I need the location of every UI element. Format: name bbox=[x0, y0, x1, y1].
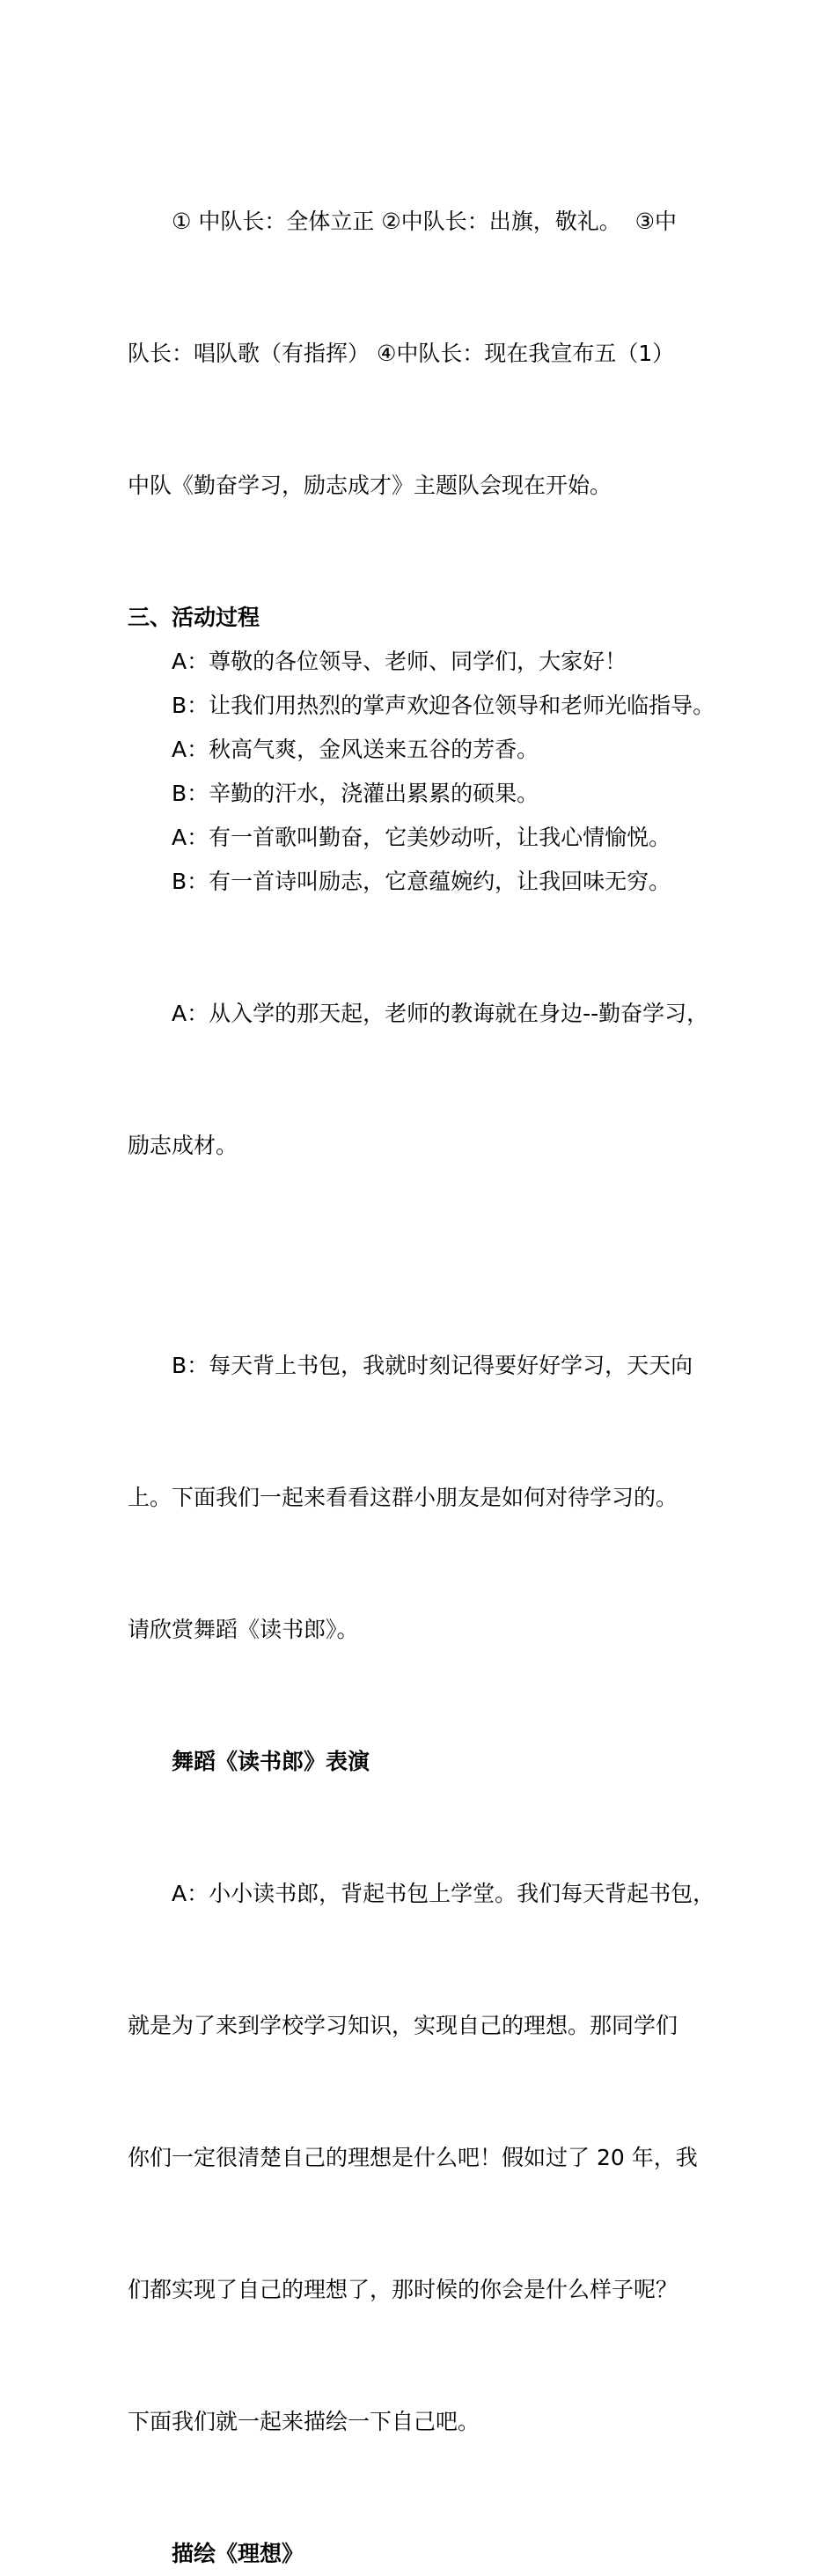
text-line: A：从入学的那天起，老师的教诲就在身边--勤奋学习， bbox=[172, 1001, 709, 1026]
dialogue-line: B：辛勤的汗水，浇灌出累累的硕果。 bbox=[172, 781, 539, 806]
paragraph-opening-ceremony bbox=[128, 112, 735, 596]
dialogue-line: A：尊敬的各位领导、老师、同学们，大家好！ bbox=[172, 649, 627, 674]
dialogue-line: B：让我们用热烈的掌声欢迎各位领导和老师光临指导。 bbox=[172, 693, 715, 718]
text-line: ① 中队长：全体立正 ②中队长：出旗，敬礼。 ③中 bbox=[172, 209, 678, 234]
text-line: A：小小读书郎，背起书包上学堂。我们每天背起书包， bbox=[172, 1881, 715, 1906]
dialogue-line: A：秋高气爽，金风送来五谷的芳香。 bbox=[172, 737, 539, 762]
text-line: 们都实现了自己的理想了，那时候的你会是什么样子呢？ bbox=[128, 2277, 678, 2302]
text-line: 队长：唱队歌（有指挥） ④中队长：现在我宣布五（1） bbox=[128, 341, 675, 366]
text-line: 中队《勤奋学习，励志成才》主题队会现在开始。 bbox=[128, 473, 612, 498]
performance-heading: 舞蹈《读书郎》表演 bbox=[172, 1749, 370, 1774]
text-line: 就是为了来到学校学习知识，实现自己的理想。那同学们 bbox=[128, 2013, 678, 2038]
text-line: 你们一定很清楚自己的理想是什么吧！假如过了 20 年，我 bbox=[128, 2145, 698, 2170]
dialogue-paragraph bbox=[128, 1256, 735, 1740]
text-line: 上。下面我们一起来看看这群小朋友是如何对待学习的。 bbox=[128, 1485, 678, 1510]
section-heading: 三、活动过程 bbox=[128, 605, 260, 630]
dialogue-paragraph bbox=[128, 904, 735, 1256]
text-line: 下面我们就一起来描绘一下自己吧。 bbox=[128, 2409, 480, 2434]
activity-heading: 描绘《理想》 bbox=[172, 2541, 304, 2566]
dialogue-paragraph bbox=[128, 1784, 735, 2532]
dialogue-line: B：有一首诗叫励志，它意蕴婉约，让我回味无穷。 bbox=[172, 869, 671, 894]
text-line: B：每天背上书包，我就时刻记得要好好学习，天天向 bbox=[172, 1353, 693, 1378]
dialogue-line: A：有一首歌叫勤奋，它美妙动听，让我心情愉悦。 bbox=[172, 825, 671, 850]
text-line: 请欣赏舞蹈《读书郎》。 bbox=[128, 1617, 359, 1642]
document-body bbox=[128, 112, 735, 2576]
text-line: 励志成材。 bbox=[128, 1133, 238, 1158]
